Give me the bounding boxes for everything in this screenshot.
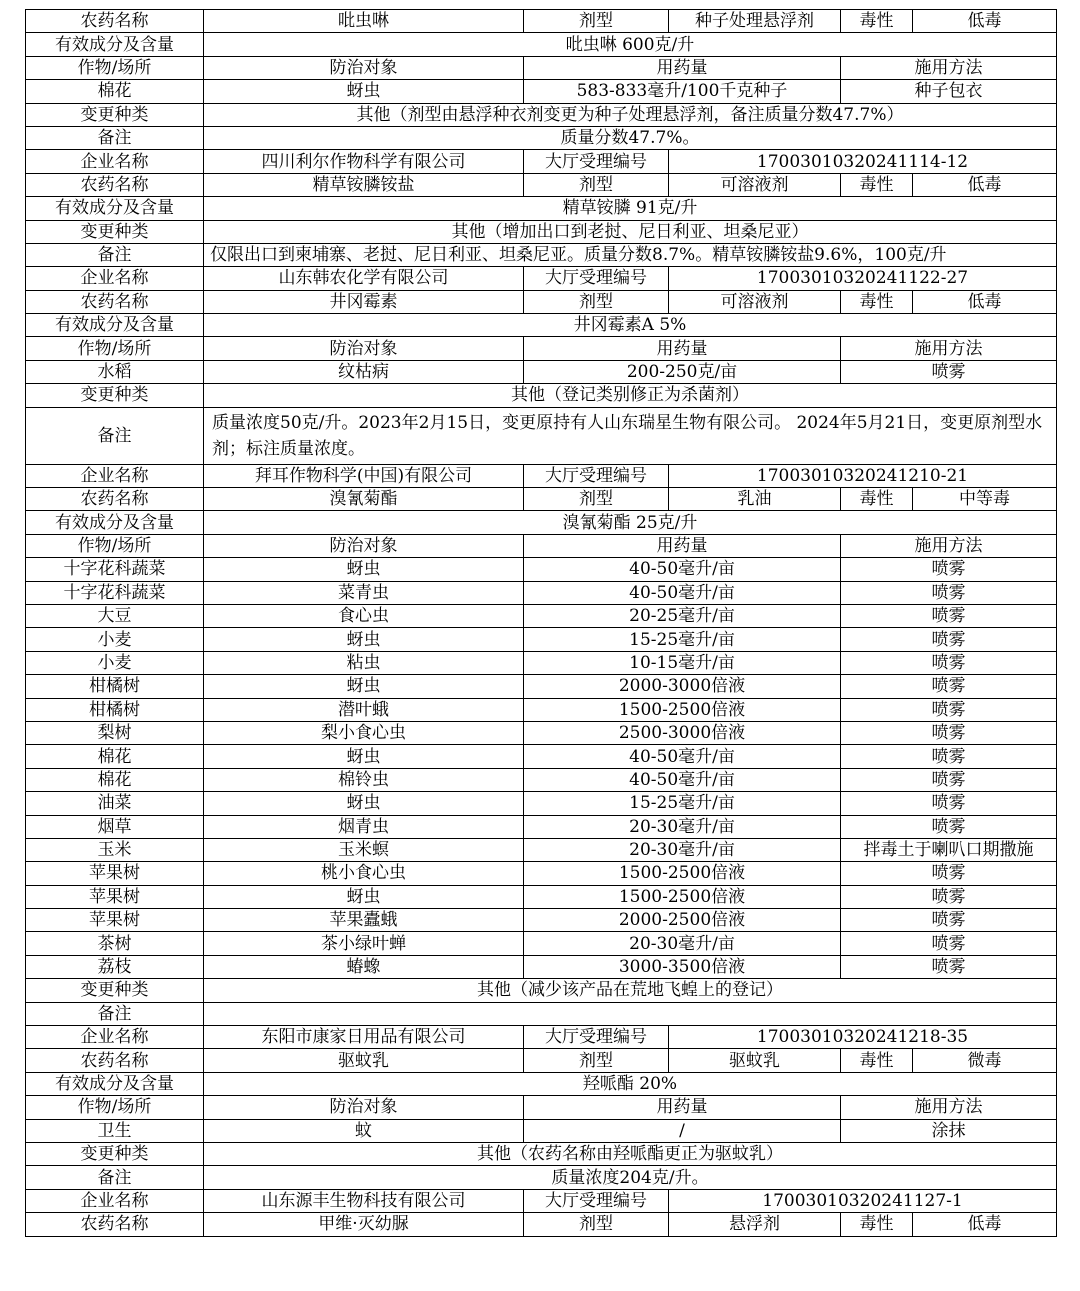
crop-cell: 棉花 bbox=[26, 745, 204, 768]
product-name: 溴氰菊酯 bbox=[204, 488, 524, 511]
usage-row bbox=[26, 581, 1057, 604]
column-header: 防治对象 bbox=[204, 1096, 524, 1119]
note-row bbox=[26, 1166, 1057, 1189]
toxicity: 微毒 bbox=[913, 1049, 1057, 1072]
dose-cell: / bbox=[524, 1119, 841, 1142]
toxicity: 低毒 bbox=[913, 290, 1057, 313]
note-text: 质量浓度204克/升。 bbox=[204, 1166, 1057, 1189]
target-cell: 玉米螟 bbox=[204, 838, 524, 861]
column-header: 施用方法 bbox=[841, 56, 1057, 79]
product-name: 井冈霉素 bbox=[204, 290, 524, 313]
target-cell: 纹枯病 bbox=[204, 360, 524, 383]
method-cell: 喷雾 bbox=[841, 558, 1057, 581]
active-ingredient-row bbox=[26, 511, 1057, 534]
crop-cell: 十字花科蔬菜 bbox=[26, 581, 204, 604]
method-cell: 喷雾 bbox=[841, 955, 1057, 978]
method-cell: 喷雾 bbox=[841, 604, 1057, 627]
change-type: 其他（登记类别修正为杀菌剂） bbox=[204, 384, 1057, 407]
target-cell: 蚜虫 bbox=[204, 792, 524, 815]
toxicity: 低毒 bbox=[913, 1213, 1057, 1236]
crop-cell: 大豆 bbox=[26, 604, 204, 627]
label-cell: 大厅受理编号 bbox=[524, 1026, 669, 1049]
active-ingredient-row bbox=[26, 33, 1057, 56]
formulation: 可溶液剂 bbox=[669, 290, 841, 313]
dose-cell: 20-30毫升/亩 bbox=[524, 932, 841, 955]
usage-row bbox=[26, 885, 1057, 908]
target-cell: 蚜虫 bbox=[204, 675, 524, 698]
column-header: 作物/场所 bbox=[26, 534, 204, 557]
crop-cell: 烟草 bbox=[26, 815, 204, 838]
change-type-row bbox=[26, 220, 1057, 243]
method-cell: 喷雾 bbox=[841, 862, 1057, 885]
company-name: 东阳市康家日用品有限公司 bbox=[204, 1026, 524, 1049]
dose-cell: 10-15毫升/亩 bbox=[524, 651, 841, 674]
usage-header-row bbox=[26, 1096, 1057, 1119]
method-cell: 喷雾 bbox=[841, 698, 1057, 721]
method-cell: 喷雾 bbox=[841, 885, 1057, 908]
usage-row bbox=[26, 651, 1057, 674]
product-row bbox=[26, 1049, 1057, 1072]
usage-row bbox=[26, 675, 1057, 698]
company-row bbox=[26, 464, 1057, 487]
usage-row bbox=[26, 768, 1057, 791]
label-cell: 备注 bbox=[26, 126, 204, 149]
pesticide-registration-table bbox=[25, 9, 1057, 1237]
label-cell: 变更种类 bbox=[26, 103, 204, 126]
note-row bbox=[26, 407, 1057, 464]
product-row bbox=[26, 1213, 1057, 1236]
note-row bbox=[26, 1002, 1057, 1025]
method-cell: 喷雾 bbox=[841, 675, 1057, 698]
product-name: 驱蚊乳 bbox=[204, 1049, 524, 1072]
target-cell: 菜青虫 bbox=[204, 581, 524, 604]
usage-row bbox=[26, 932, 1057, 955]
crop-cell: 小麦 bbox=[26, 651, 204, 674]
dose-cell: 20-25毫升/亩 bbox=[524, 604, 841, 627]
label-cell: 有效成分及含量 bbox=[26, 314, 204, 337]
toxicity: 中等毒 bbox=[913, 488, 1057, 511]
target-cell: 桃小食心虫 bbox=[204, 862, 524, 885]
target-cell: 食心虫 bbox=[204, 604, 524, 627]
column-header: 作物/场所 bbox=[26, 337, 204, 360]
product-row bbox=[26, 173, 1057, 196]
label-cell: 备注 bbox=[26, 407, 204, 464]
acceptance-number: 17003010320241114-12 bbox=[669, 150, 1057, 173]
label-cell: 大厅受理编号 bbox=[524, 464, 669, 487]
target-cell: 蚜虫 bbox=[204, 558, 524, 581]
usage-header-row bbox=[26, 534, 1057, 557]
product-row bbox=[26, 290, 1057, 313]
dose-cell: 2000-2500倍液 bbox=[524, 909, 841, 932]
label-cell: 毒性 bbox=[841, 290, 913, 313]
active-ingredient: 羟哌酯 20% bbox=[204, 1072, 1057, 1095]
label-cell: 剂型 bbox=[524, 173, 669, 196]
crop-cell: 棉花 bbox=[26, 80, 204, 103]
method-cell: 喷雾 bbox=[841, 360, 1057, 383]
crop-cell: 十字花科蔬菜 bbox=[26, 558, 204, 581]
label-cell: 农药名称 bbox=[26, 1213, 204, 1236]
acceptance-number: 17003010320241218-35 bbox=[669, 1026, 1057, 1049]
column-header: 用药量 bbox=[524, 534, 841, 557]
change-type-row bbox=[26, 103, 1057, 126]
formulation: 可溶液剂 bbox=[669, 173, 841, 196]
label-cell: 备注 bbox=[26, 1166, 204, 1189]
label-cell: 剂型 bbox=[524, 1049, 669, 1072]
dose-cell: 20-30毫升/亩 bbox=[524, 838, 841, 861]
label-cell: 毒性 bbox=[841, 1213, 913, 1236]
usage-row bbox=[26, 604, 1057, 627]
label-cell: 农药名称 bbox=[26, 1049, 204, 1072]
target-cell: 蚜虫 bbox=[204, 745, 524, 768]
acceptance-number: 17003010320241210-21 bbox=[669, 464, 1057, 487]
method-cell: 喷雾 bbox=[841, 745, 1057, 768]
label-cell: 有效成分及含量 bbox=[26, 33, 204, 56]
label-cell: 变更种类 bbox=[26, 384, 204, 407]
product-name: 吡虫啉 bbox=[204, 10, 524, 33]
label-cell: 毒性 bbox=[841, 1049, 913, 1072]
target-cell: 蚜虫 bbox=[204, 628, 524, 651]
method-cell: 拌毒土于喇叭口期撒施 bbox=[841, 838, 1057, 861]
company-row bbox=[26, 150, 1057, 173]
usage-row bbox=[26, 80, 1057, 103]
label-cell: 大厅受理编号 bbox=[524, 1189, 669, 1212]
company-row bbox=[26, 267, 1057, 290]
label-cell: 企业名称 bbox=[26, 1189, 204, 1212]
toxicity: 低毒 bbox=[913, 10, 1057, 33]
label-cell: 企业名称 bbox=[26, 464, 204, 487]
usage-header-row bbox=[26, 56, 1057, 79]
target-cell: 梨小食心虫 bbox=[204, 721, 524, 744]
label-cell: 剂型 bbox=[524, 1213, 669, 1236]
column-header: 防治对象 bbox=[204, 56, 524, 79]
crop-cell: 棉花 bbox=[26, 768, 204, 791]
crop-cell: 苹果树 bbox=[26, 909, 204, 932]
column-header: 施用方法 bbox=[841, 534, 1057, 557]
company-row bbox=[26, 1189, 1057, 1212]
target-cell: 棉铃虫 bbox=[204, 768, 524, 791]
column-header: 用药量 bbox=[524, 1096, 841, 1119]
change-type: 其他（减少该产品在荒地飞蝗上的登记） bbox=[204, 979, 1057, 1002]
toxicity: 低毒 bbox=[913, 173, 1057, 196]
usage-row bbox=[26, 792, 1057, 815]
label-cell: 剂型 bbox=[524, 10, 669, 33]
dose-cell: 40-50毫升/亩 bbox=[524, 581, 841, 604]
crop-cell: 水稻 bbox=[26, 360, 204, 383]
table-body bbox=[26, 10, 1057, 1237]
method-cell: 喷雾 bbox=[841, 721, 1057, 744]
dose-cell: 2000-3000倍液 bbox=[524, 675, 841, 698]
product-row bbox=[26, 488, 1057, 511]
dose-cell: 583-833毫升/100千克种子 bbox=[524, 80, 841, 103]
note-row bbox=[26, 126, 1057, 149]
label-cell: 毒性 bbox=[841, 10, 913, 33]
note-text bbox=[204, 1002, 1057, 1025]
usage-row bbox=[26, 721, 1057, 744]
change-type: 其他（农药名称由羟哌酯更正为驱蚊乳） bbox=[204, 1142, 1057, 1165]
formulation: 悬浮剂 bbox=[669, 1213, 841, 1236]
usage-row bbox=[26, 955, 1057, 978]
dose-cell: 1500-2500倍液 bbox=[524, 862, 841, 885]
crop-cell: 柑橘树 bbox=[26, 698, 204, 721]
label-cell: 企业名称 bbox=[26, 267, 204, 290]
dose-cell: 2500-3000倍液 bbox=[524, 721, 841, 744]
crop-cell: 柑橘树 bbox=[26, 675, 204, 698]
label-cell: 大厅受理编号 bbox=[524, 267, 669, 290]
dose-cell: 1500-2500倍液 bbox=[524, 698, 841, 721]
dose-cell: 20-30毫升/亩 bbox=[524, 815, 841, 838]
active-ingredient-row bbox=[26, 314, 1057, 337]
label-cell: 农药名称 bbox=[26, 290, 204, 313]
label-cell: 有效成分及含量 bbox=[26, 511, 204, 534]
company-name: 山东韩农化学有限公司 bbox=[204, 267, 524, 290]
label-cell: 备注 bbox=[26, 1002, 204, 1025]
usage-row bbox=[26, 862, 1057, 885]
method-cell: 喷雾 bbox=[841, 815, 1057, 838]
column-header: 防治对象 bbox=[204, 534, 524, 557]
method-cell: 喷雾 bbox=[841, 768, 1057, 791]
dose-cell: 15-25毫升/亩 bbox=[524, 628, 841, 651]
column-header: 作物/场所 bbox=[26, 56, 204, 79]
product-row bbox=[26, 10, 1057, 33]
active-ingredient-row bbox=[26, 1072, 1057, 1095]
target-cell: 蚊 bbox=[204, 1119, 524, 1142]
crop-cell: 苹果树 bbox=[26, 885, 204, 908]
label-cell: 剂型 bbox=[524, 290, 669, 313]
target-cell: 蝽蟓 bbox=[204, 955, 524, 978]
dose-cell: 15-25毫升/亩 bbox=[524, 792, 841, 815]
usage-row bbox=[26, 745, 1057, 768]
method-cell: 喷雾 bbox=[841, 792, 1057, 815]
company-name: 拜耳作物科学(中国)有限公司 bbox=[204, 464, 524, 487]
label-cell: 剂型 bbox=[524, 488, 669, 511]
dose-cell: 40-50毫升/亩 bbox=[524, 768, 841, 791]
usage-row bbox=[26, 909, 1057, 932]
usage-row bbox=[26, 815, 1057, 838]
note-text: 质量浓度50克/升。2023年2月15日，变更原持有人山东瑞星生物有限公司。 2024年5月21日，变更原剂型水剂；标注质量浓度。 bbox=[204, 407, 1057, 464]
active-ingredient: 吡虫啉 600克/升 bbox=[204, 33, 1057, 56]
crop-cell: 茶树 bbox=[26, 932, 204, 955]
label-cell: 农药名称 bbox=[26, 173, 204, 196]
active-ingredient-row bbox=[26, 197, 1057, 220]
dose-cell: 3000-3500倍液 bbox=[524, 955, 841, 978]
target-cell: 粘虫 bbox=[204, 651, 524, 674]
change-type-row bbox=[26, 1142, 1057, 1165]
target-cell: 潜叶蛾 bbox=[204, 698, 524, 721]
formulation: 种子处理悬浮剂 bbox=[669, 10, 841, 33]
label-cell: 备注 bbox=[26, 243, 204, 266]
label-cell: 毒性 bbox=[841, 173, 913, 196]
crop-cell: 玉米 bbox=[26, 838, 204, 861]
method-cell: 涂抹 bbox=[841, 1119, 1057, 1142]
usage-row bbox=[26, 628, 1057, 651]
usage-row bbox=[26, 558, 1057, 581]
note-text: 质量分数47.7%。 bbox=[204, 126, 1057, 149]
target-cell: 茶小绿叶蝉 bbox=[204, 932, 524, 955]
column-header: 作物/场所 bbox=[26, 1096, 204, 1119]
label-cell: 大厅受理编号 bbox=[524, 150, 669, 173]
product-name: 精草铵膦铵盐 bbox=[204, 173, 524, 196]
formulation: 驱蚊乳 bbox=[669, 1049, 841, 1072]
crop-cell: 苹果树 bbox=[26, 862, 204, 885]
target-cell: 苹果蠹蛾 bbox=[204, 909, 524, 932]
label-cell: 农药名称 bbox=[26, 10, 204, 33]
label-cell: 农药名称 bbox=[26, 488, 204, 511]
change-type: 其他（剂型由悬浮种衣剂变更为种子处理悬浮剂，备注质量分数47.7%） bbox=[204, 103, 1057, 126]
label-cell: 企业名称 bbox=[26, 1026, 204, 1049]
method-cell: 喷雾 bbox=[841, 909, 1057, 932]
product-name: 甲维·灭幼脲 bbox=[204, 1213, 524, 1236]
usage-row bbox=[26, 838, 1057, 861]
crop-cell: 荔枝 bbox=[26, 955, 204, 978]
formulation: 乳油 bbox=[669, 488, 841, 511]
method-cell: 喷雾 bbox=[841, 932, 1057, 955]
company-name: 四川利尔作物科学有限公司 bbox=[204, 150, 524, 173]
change-type-row bbox=[26, 384, 1057, 407]
usage-header-row bbox=[26, 337, 1057, 360]
label-cell: 变更种类 bbox=[26, 1142, 204, 1165]
company-name: 山东源丰生物科技有限公司 bbox=[204, 1189, 524, 1212]
usage-row bbox=[26, 1119, 1057, 1142]
dose-cell: 40-50毫升/亩 bbox=[524, 745, 841, 768]
label-cell: 毒性 bbox=[841, 488, 913, 511]
label-cell: 有效成分及含量 bbox=[26, 197, 204, 220]
column-header: 防治对象 bbox=[204, 337, 524, 360]
company-row bbox=[26, 1026, 1057, 1049]
change-type-row bbox=[26, 979, 1057, 1002]
target-cell: 蚜虫 bbox=[204, 885, 524, 908]
label-cell: 变更种类 bbox=[26, 220, 204, 243]
target-cell: 蚜虫 bbox=[204, 80, 524, 103]
usage-row bbox=[26, 698, 1057, 721]
usage-row bbox=[26, 360, 1057, 383]
change-type: 其他（增加出口到老挝、尼日利亚、坦桑尼亚） bbox=[204, 220, 1057, 243]
column-header: 施用方法 bbox=[841, 337, 1057, 360]
method-cell: 喷雾 bbox=[841, 581, 1057, 604]
crop-cell: 卫生 bbox=[26, 1119, 204, 1142]
crop-cell: 梨树 bbox=[26, 721, 204, 744]
label-cell: 变更种类 bbox=[26, 979, 204, 1002]
label-cell: 企业名称 bbox=[26, 150, 204, 173]
column-header: 施用方法 bbox=[841, 1096, 1057, 1119]
dose-cell: 200-250克/亩 bbox=[524, 360, 841, 383]
method-cell: 喷雾 bbox=[841, 628, 1057, 651]
column-header: 用药量 bbox=[524, 56, 841, 79]
note-text: 仅限出口到柬埔寨、老挝、尼日利亚、坦桑尼亚。质量分数8.7%。精草铵膦铵盐9.6%，100克/升 bbox=[204, 243, 1057, 266]
dose-cell: 40-50毫升/亩 bbox=[524, 558, 841, 581]
acceptance-number: 17003010320241127-1 bbox=[669, 1189, 1057, 1212]
active-ingredient: 井冈霉素A 5% bbox=[204, 314, 1057, 337]
note-row bbox=[26, 243, 1057, 266]
crop-cell: 小麦 bbox=[26, 628, 204, 651]
target-cell: 烟青虫 bbox=[204, 815, 524, 838]
dose-cell: 1500-2500倍液 bbox=[524, 885, 841, 908]
crop-cell: 油菜 bbox=[26, 792, 204, 815]
method-cell: 喷雾 bbox=[841, 651, 1057, 674]
method-cell: 种子包衣 bbox=[841, 80, 1057, 103]
acceptance-number: 17003010320241122-27 bbox=[669, 267, 1057, 290]
column-header: 用药量 bbox=[524, 337, 841, 360]
active-ingredient: 精草铵膦 91克/升 bbox=[204, 197, 1057, 220]
active-ingredient: 溴氰菊酯 25克/升 bbox=[204, 511, 1057, 534]
label-cell: 有效成分及含量 bbox=[26, 1072, 204, 1095]
